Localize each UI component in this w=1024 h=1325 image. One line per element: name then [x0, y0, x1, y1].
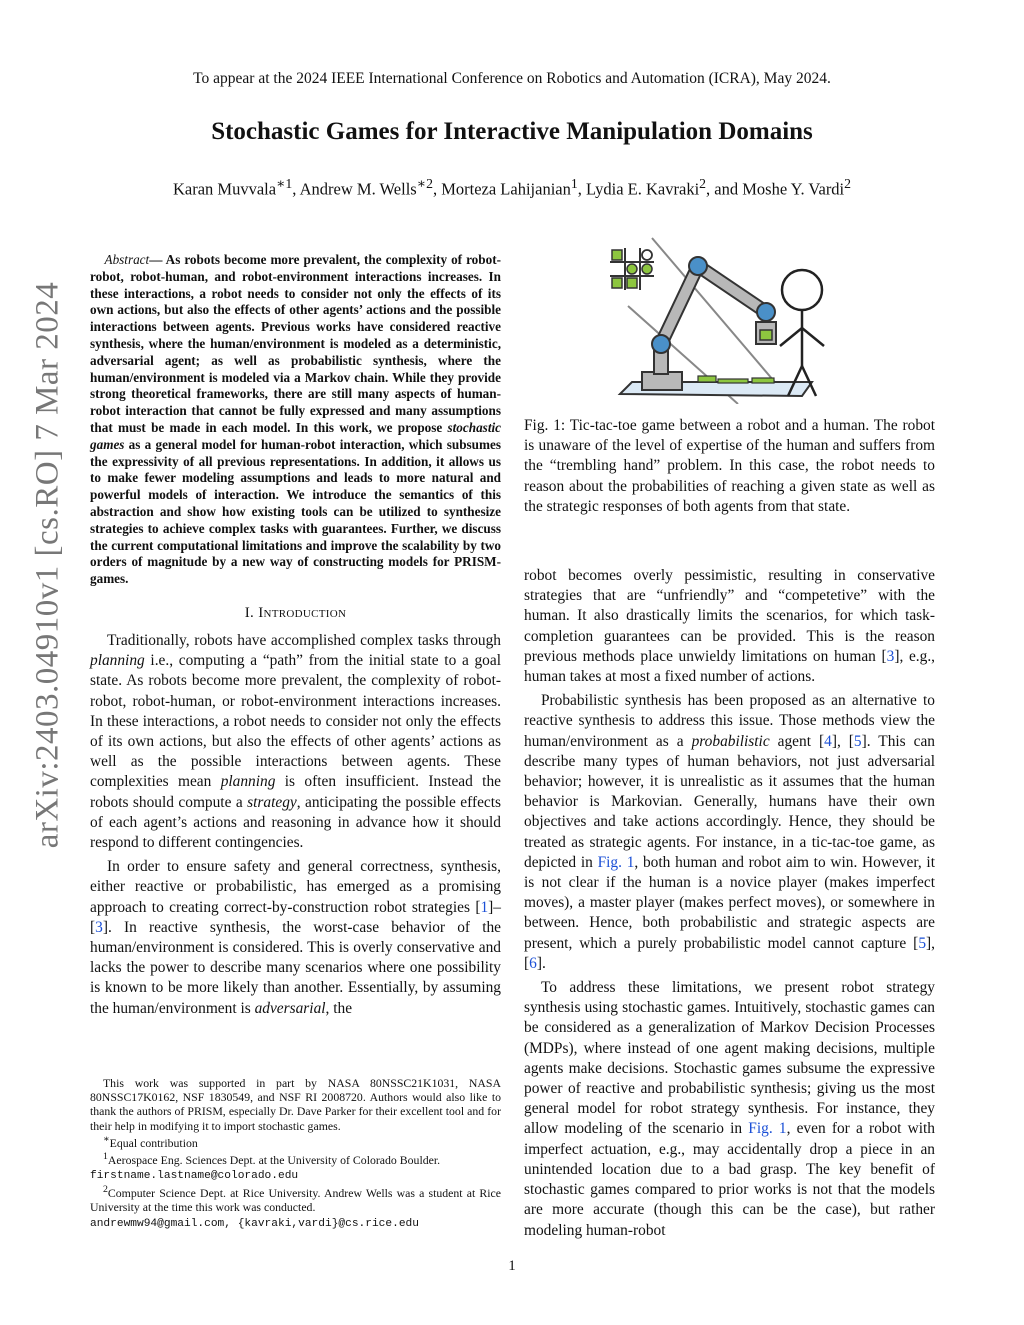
funding-footnote: This work was supported in part by NASA 80NSSC21K1031, NASA 80NSSC17K0162, NSF 1830549, and NSF RI 2008720. Authors would also like to thank the authors of PRISM, especially Dr. Dave Parker for their excellent tool and for their help in modifying it to import stochastic games. — [90, 1076, 501, 1133]
text-run: Traditionally, robots have accomplished complex tasks through — [106, 631, 501, 649]
text-run: ]–[ — [90, 898, 501, 936]
author-5: Moshe Y. Vardi — [742, 179, 845, 199]
abstract — [90, 252, 501, 588]
abstract-text: — As robots become more prevalent, the complexity of robot-robot, robot-human, and robot-environment interactions increases. In these interactions, a robot needs to consider not only the effects of its own actions, but also the effects of other agents’ actions and the possible interactions between agents. Previous works have considered reactive synthesis, where the human/environment is modeled as a deterministic, adversarial agent; as well as probabilistic synthesis, where the human/environment is modeled via a Markov chain. While they provide strong theoretical frameworks, there are still many aspects of human-robot interaction that cannot be fully expressed and many assumptions that must be made in each model. In this work, we propose — [90, 252, 501, 435]
citation-link[interactable]: 5 — [918, 934, 927, 952]
arxiv-stamp — [30, 200, 66, 930]
human-figure — [780, 270, 824, 396]
author-5-affil: 2 — [844, 176, 852, 191]
introduction-body — [90, 631, 501, 1019]
footnote-text: Aerospace Eng. Sciences Dept. at the University of Colorado Boulder. — [107, 1152, 441, 1167]
email-address[interactable]: firstname.lastname@colorado.edu — [90, 1170, 299, 1183]
emphasis: strategy — [247, 793, 297, 811]
footnote-symbol: ∗ — [102, 1133, 110, 1145]
author-3: Morteza Lahijanian — [441, 179, 571, 199]
author-1-affil: ∗1 — [276, 176, 293, 191]
author-4: Lydia E. Kavraki — [585, 179, 700, 199]
text-run: ], [ — [831, 732, 854, 750]
text-run: ], [ — [524, 934, 935, 972]
author-2: Andrew M. Wells — [299, 179, 417, 199]
citation-link[interactable]: 3 — [95, 918, 103, 936]
text-run: ]. This can describe many types of human behaviors, not just adversarial behavior; however, it is unrealistic as it assumes that the human behavior is Markovian. Generally, humans have their own objectives and take actions accordingly. Hence, they should be treated as strategic agents. For instance, in a tic-tac-toe game, as depicted in — [524, 732, 935, 871]
text-run: , even for a robot with imperfect actuation, e.g., may accidentally drop a piece in an unintended location due to a bad grasp. The key benefit of stochastic games compared to prior works is not that the models are more accurate (though this can be the case), but rather modeling human-robot — [524, 1120, 936, 1239]
robot-joint — [652, 335, 670, 353]
footnote-text: Equal contribution — [109, 1135, 198, 1150]
left-column — [90, 252, 501, 1019]
text-run: i.e., computing a “path” from the initial state to a goal state. As robots become more prevalent, the complexity of robot-robot, robot-human, or robot-environment interactions increases. In these interactions, a robot needs to consider not only the effects of its own actions, but also the effects of other agents’ actions as well as the possible interactions between agents. These complexities mean — [90, 652, 501, 791]
stochastic-games-paragraph — [524, 978, 935, 1241]
paper-title: Stochastic Games for Interactive Manipulation Domains — [211, 118, 813, 145]
piece-on-table — [698, 376, 716, 382]
caption-text: Tic-tac-toe game between a robot and a human. The robot is unaware of the level of expertise of the human and suffers from the “trembling hand” problem. In this case, the robot needs to reason about the probabilities of reaching a given state as well as the strategic responses of both agents from that state. — [524, 417, 935, 515]
game-pieces — [612, 250, 652, 288]
section-number: I. — [244, 604, 255, 621]
citation-link[interactable]: 5 — [853, 732, 862, 750]
text-run: , the — [325, 999, 353, 1017]
figure-1-illustration — [590, 236, 830, 404]
footnotes — [90, 1076, 501, 1231]
footnote-symbol: 2 — [102, 1184, 108, 1196]
section-title: Introduction — [258, 604, 347, 621]
text-run: ], e.g., human takes at most a fixed number of actions. — [524, 647, 936, 686]
intro-paragraph-2 — [90, 857, 501, 1019]
robot-joint — [757, 303, 775, 321]
text-run: ]. — [536, 954, 546, 972]
abstract-text-continued: as a general model for human-robot interaction, which subsumes the expressivity of all previous representations. In addition, it allows us to make fewer modeling assumptions and leads to more natural and powerful models of interaction. We introduce the semantics of this abstraction and show how existing tools can be utilized to synthesize strategies to achieve complex tasks with guarantees. Further, we discuss the current computational limitations and improve the scalability by two orders of magnitude by a new way of constructing models for PRISM-games. — [90, 436, 501, 587]
arxiv-id: arXiv:2403.04910v1 [cs.RO] 7 Mar 2024 — [29, 281, 66, 849]
text-run: robot becomes overly pessimistic, resulting in conservative strategies that are “unfriendly” and “competetive” with the human. It also drastically limits the scenarios, for which task-completion guarantees can be provided. This is the reason previous methods place unwieldy limitations on human [ — [524, 567, 935, 665]
continued-paragraph — [524, 566, 935, 687]
held-piece — [760, 330, 772, 340]
citation-link[interactable]: 6 — [529, 954, 537, 972]
author-3-affil: 1 — [570, 176, 578, 191]
emphasis: adversarial — [254, 999, 326, 1017]
intro-paragraph-1 — [90, 631, 501, 853]
page-number: 1 — [508, 1258, 516, 1274]
piece-on-table — [718, 379, 748, 383]
conference-note: To appear at the 2024 IEEE International Conference on Robotics and Automation (ICRA), May 2024. — [193, 70, 831, 87]
author-4-affil: 2 — [699, 176, 707, 191]
robot-joint — [689, 257, 707, 275]
citation-link[interactable]: 3 — [886, 647, 895, 665]
text-run: , both human and robot aim to win. However, it is not clear if the human is a novice player (makes imperfect moves), a master player (makes perfect moves), or somewhere in between. Hence, both probabilistic and strategic aspects are present, which a purely probabilistic model cannot capture [ — [524, 853, 935, 952]
equal-contribution-footnote — [90, 1133, 501, 1150]
affiliation-footnote-2 — [90, 1183, 501, 1231]
abstract-emphasis: stochastic games — [90, 419, 501, 452]
text-run: ]. In reactive synthesis, the worst-case behavior of the human/environment is considered. This is overly conservative and lacks the power to describe many scenarios where one possibility is known to be more likely than another. Essentially, by assuming the human/environment is — [90, 918, 501, 1017]
piece-on-table — [752, 378, 774, 383]
abstract-label: Abstract — [104, 252, 150, 267]
robot-arm-link-1 — [661, 266, 698, 344]
section-heading-introduction — [90, 605, 501, 622]
author-1: Karan Muvvala — [172, 179, 277, 199]
emphasis: planning — [220, 773, 276, 791]
text-run: is often insufficient. Instead the robots should compute a — [90, 773, 501, 811]
text-run: To address these limitations, we present robot strategy synthesis using stochastic games. Intuitively, stochastic games can be considered as a generalization of Markov Decision Processes (MDPs), where instead of one agent making decisions, multiple agents make decisions. Stochastic games subsume the expressive power of reactive and probabilistic synthesis; giving us the most general model for robot strategy synthesis. For instance, they allow modeling of the scenario in — [524, 979, 935, 1138]
citation-link[interactable]: 1 — [480, 898, 489, 916]
emphasis: probabilistic — [691, 732, 770, 750]
email-address[interactable]: andrewmw94@gmail.com, {kavraki,vardi}@cs.rice.edu — [90, 1217, 419, 1230]
footnote-symbol: 1 — [102, 1150, 108, 1162]
emphasis: planning — [90, 652, 145, 670]
right-column — [524, 566, 935, 1241]
author-list: Karan Muvvala$^{∗1}$, Andrew M. Wells$^{∗2}$, Morteza Lahijanian$^1$, Lydia E. Kavraki$^2$, and Moshe Y. Vardi$^2$ — [172, 176, 852, 199]
footnote-text: Computer Science Dept. at Rice University. Andrew Wells was a student at Rice University at the time this work was conducted. — [90, 1186, 501, 1215]
text-run: , anticipating the possible effects of each agent’s actions and reasoning in advance how it should respond to different contingencies. — [90, 793, 501, 851]
figure-1-caption — [524, 416, 935, 517]
figure-reference-link[interactable]: Fig. 1 — [597, 853, 635, 871]
affiliation-footnote-1 — [90, 1150, 501, 1183]
author-2-affil: ∗2 — [416, 176, 433, 191]
text-run: Probabilistic synthesis has been proposed as an alternative to reactive synthesis to address this issue. Those methods view the human/environment as a — [524, 692, 935, 750]
probabilistic-synthesis-paragraph — [524, 691, 935, 974]
text-run: agent [ — [769, 732, 825, 750]
text-run: In order to ensure safety and general correctness, synthesis, either reactive or probabilistic, has emerged as a promising approach to creating correct-by-construction robot strategies [ — [90, 858, 501, 916]
figure-reference-link[interactable]: Fig. 1 — [748, 1120, 787, 1138]
citation-link[interactable]: 4 — [824, 732, 832, 750]
caption-label: Fig. 1: — [524, 417, 566, 434]
